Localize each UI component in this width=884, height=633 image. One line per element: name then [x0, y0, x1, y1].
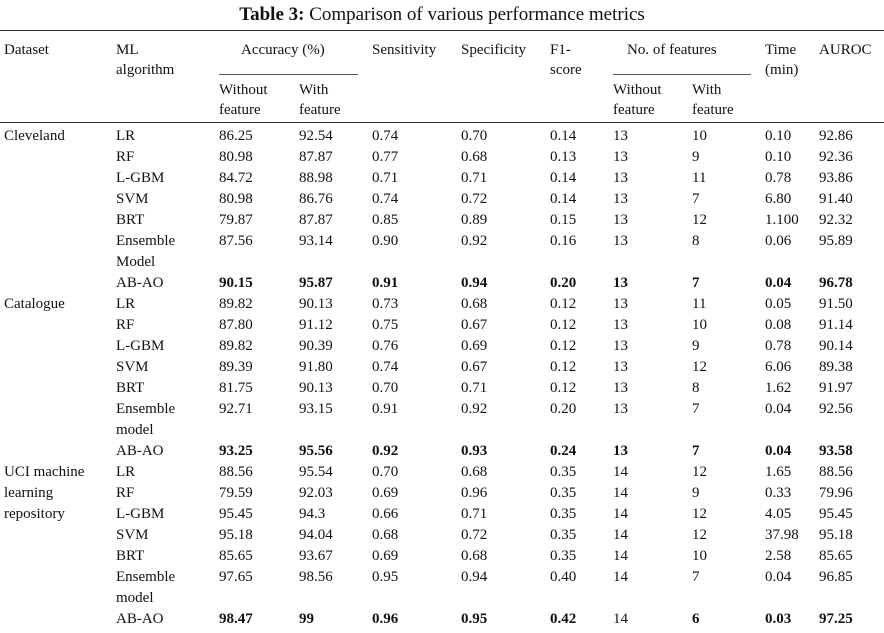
cell-accuracy-with: 90.13 — [299, 296, 333, 312]
cell-accuracy-with: 91.80 — [299, 359, 333, 375]
cell-f1-score: 0.35 — [550, 485, 577, 501]
cell-sensitivity: 0.70 — [372, 380, 399, 396]
cell-sensitivity: 0.74 — [372, 128, 399, 144]
cell-algorithm — [116, 210, 219, 231]
cell-time: 1.100 — [765, 212, 799, 228]
cell-features-without: 13 — [613, 443, 629, 459]
cell-features-without: 14 — [613, 569, 629, 585]
cell-sensitivity: 0.71 — [372, 170, 399, 186]
cell-sensitivity: 0.66 — [372, 506, 399, 522]
cell-accuracy-without: 84.72 — [219, 170, 253, 186]
cell-features-without: 13 — [613, 149, 629, 165]
cell-features-with: 7 — [692, 443, 700, 459]
cell-auroc: 95.45 — [819, 506, 853, 522]
header-auroc: AUROC — [819, 42, 872, 58]
cell-accuracy-without: 81.75 — [219, 380, 253, 396]
table-label: Table 3: — [239, 4, 305, 25]
cell-accuracy-without: 97.65 — [219, 569, 253, 585]
cell-algorithm — [116, 294, 219, 315]
cell-features-without: 13 — [613, 275, 629, 291]
table-body — [0, 123, 884, 631]
cell-features-with: 11 — [692, 296, 707, 312]
cell-algorithm — [116, 123, 219, 148]
cell-features-without: 14 — [613, 527, 629, 543]
table-row — [0, 462, 884, 483]
cell-specificity: 0.69 — [461, 338, 488, 354]
header-acc-with: With feature — [299, 82, 341, 118]
cell-time: 6.80 — [765, 191, 792, 207]
algorithm-label: model — [116, 422, 154, 438]
header-f1: F1- score — [550, 42, 582, 78]
cell-f1-score: 0.24 — [550, 443, 577, 459]
cell-accuracy-without: 89.82 — [219, 296, 253, 312]
cell-accuracy-without: 86.25 — [219, 128, 253, 144]
algorithm-label: BRT — [116, 380, 145, 396]
table-row — [0, 315, 884, 336]
cell-features-with: 7 — [692, 191, 700, 207]
cell-f1-score: 0.35 — [550, 548, 577, 564]
algorithm-label: BRT — [116, 548, 145, 564]
cell-accuracy-with: 99 — [299, 611, 314, 627]
cell-algorithm — [116, 483, 219, 504]
cell-time: 0.33 — [765, 485, 792, 501]
algorithm-label: AB-AO — [116, 275, 164, 291]
cell-f1-score: 0.12 — [550, 380, 577, 396]
table-row — [0, 147, 884, 168]
table-row — [0, 357, 884, 378]
cell-accuracy-with: 93.14 — [299, 233, 333, 249]
dataset-label: learning — [4, 485, 54, 501]
cell-algorithm — [116, 378, 219, 399]
cell-specificity: 0.72 — [461, 527, 488, 543]
cell-specificity: 0.71 — [461, 170, 488, 186]
cell-specificity: 0.68 — [461, 296, 488, 312]
cell-features-without: 13 — [613, 338, 629, 354]
cell-accuracy-with: 95.54 — [299, 464, 333, 480]
cell-auroc: 96.78 — [819, 275, 853, 291]
cell-features-with: 12 — [692, 527, 708, 543]
table-row — [0, 210, 884, 231]
cell-accuracy-with: 98.56 — [299, 569, 333, 585]
cell-time: 0.04 — [765, 443, 792, 459]
cell-features-with: 7 — [692, 275, 700, 291]
algorithm-label: L-GBM — [116, 506, 165, 522]
cell-features-without: 14 — [613, 611, 629, 627]
cell-features-with: 9 — [692, 149, 700, 165]
cell-specificity: 0.89 — [461, 212, 488, 228]
cell-accuracy-with: 92.54 — [299, 128, 333, 144]
cell-accuracy-with: 93.15 — [299, 401, 333, 417]
cell-algorithm — [116, 441, 219, 462]
algorithm-label: LR — [116, 128, 136, 144]
cell-features-with: 6 — [692, 611, 700, 627]
algorithm-label: AB-AO — [116, 611, 164, 627]
cell-f1-score: 0.35 — [550, 527, 577, 543]
cell-auroc: 92.32 — [819, 212, 853, 228]
cell-specificity: 0.70 — [461, 128, 488, 144]
cell-specificity: 0.93 — [461, 443, 488, 459]
dataset-label: Catalogue — [4, 296, 65, 312]
cell-algorithm — [116, 609, 219, 630]
cell-auroc: 95.89 — [819, 233, 853, 249]
cell-sensitivity: 0.75 — [372, 317, 399, 333]
cell-features-without: 13 — [613, 401, 629, 417]
cell-time: 0.04 — [765, 401, 792, 417]
table-container — [0, 30, 884, 630]
header-dataset: Dataset — [4, 42, 49, 58]
cell-accuracy-without: 95.45 — [219, 506, 253, 522]
cell-time: 2.58 — [765, 548, 792, 564]
algorithm-label: Ensemble — [116, 233, 176, 249]
cell-features-without: 14 — [613, 506, 629, 522]
cell-auroc: 85.65 — [819, 548, 853, 564]
cell-features-without: 13 — [613, 128, 629, 144]
cell-auroc: 90.14 — [819, 338, 853, 354]
cell-features-with: 11 — [692, 170, 707, 186]
cell-features-without: 14 — [613, 464, 629, 480]
cell-specificity: 0.71 — [461, 506, 488, 522]
cell-accuracy-with: 90.13 — [299, 380, 333, 396]
cell-specificity: 0.92 — [461, 233, 488, 249]
cell-features-with: 12 — [692, 359, 708, 375]
cell-features-with: 8 — [692, 233, 700, 249]
cell-accuracy-with: 88.98 — [299, 170, 333, 186]
cell-features-with: 12 — [692, 464, 708, 480]
header-acc-without: Without feature — [219, 82, 268, 118]
cell-specificity: 0.71 — [461, 380, 488, 396]
cell-features-with: 7 — [692, 401, 700, 417]
cell-f1-score: 0.35 — [550, 464, 577, 480]
cell-time: 0.05 — [765, 296, 792, 312]
table-row — [0, 273, 884, 294]
cell-auroc: 89.38 — [819, 359, 853, 375]
cell-features-without: 14 — [613, 548, 629, 564]
table-row — [0, 378, 884, 399]
header-feat-with: With feature — [692, 82, 734, 118]
cell-specificity: 0.68 — [461, 149, 488, 165]
cell-f1-score: 0.14 — [550, 191, 577, 207]
cell-time: 1.62 — [765, 380, 792, 396]
cell-features-with: 10 — [692, 548, 708, 564]
cell-algorithm — [116, 336, 219, 357]
header-row-1 — [0, 31, 884, 76]
header-algorithm: ML algorithm — [116, 42, 175, 78]
algorithm-label: SVM — [116, 191, 149, 207]
cell-features-with: 9 — [692, 485, 700, 501]
cell-accuracy-without: 90.15 — [219, 275, 253, 291]
table-caption: Comparison of various performance metrics — [309, 4, 645, 25]
cell-features-without: 13 — [613, 233, 629, 249]
cell-f1-score: 0.12 — [550, 338, 577, 354]
cell-dataset — [0, 462, 116, 630]
cell-dataset — [0, 123, 116, 295]
algorithm-label: RF — [116, 149, 135, 165]
cell-features-with: 8 — [692, 380, 700, 396]
cell-algorithm — [116, 189, 219, 210]
cell-algorithm — [116, 273, 219, 294]
cell-time: 6.06 — [765, 359, 792, 375]
table-row — [0, 525, 884, 546]
cell-specificity: 0.96 — [461, 485, 488, 501]
cell-auroc: 96.85 — [819, 569, 853, 585]
table-title — [0, 4, 884, 26]
cell-features-without: 14 — [613, 485, 629, 501]
cell-sensitivity: 0.90 — [372, 233, 399, 249]
cell-dataset — [0, 294, 116, 462]
algorithm-label: L-GBM — [116, 170, 165, 186]
algorithm-label: LR — [116, 464, 136, 480]
cell-accuracy-with: 87.87 — [299, 149, 333, 165]
cell-time: 0.10 — [765, 149, 792, 165]
header-sensitivity: Sensitivity — [372, 42, 437, 58]
cell-algorithm — [116, 525, 219, 546]
cell-accuracy-without: 80.98 — [219, 149, 253, 165]
cell-features-without: 13 — [613, 380, 629, 396]
cell-algorithm — [116, 357, 219, 378]
cell-time: 1.65 — [765, 464, 792, 480]
table-row — [0, 504, 884, 525]
table-row — [0, 609, 884, 630]
cell-f1-score: 0.12 — [550, 317, 577, 333]
table-row — [0, 399, 884, 441]
cell-specificity: 0.94 — [461, 275, 488, 291]
cell-features-without: 13 — [613, 170, 629, 186]
cell-features-without: 13 — [613, 317, 629, 333]
cell-accuracy-with: 94.04 — [299, 527, 333, 543]
header-accuracy: Accuracy (%) — [219, 31, 372, 76]
cell-accuracy-with: 95.87 — [299, 275, 333, 291]
cell-accuracy-without: 87.80 — [219, 317, 253, 333]
cell-accuracy-with: 86.76 — [299, 191, 333, 207]
cell-f1-score: 0.42 — [550, 611, 577, 627]
cell-sensitivity: 0.68 — [372, 527, 399, 543]
cell-accuracy-without: 79.87 — [219, 212, 253, 228]
header-specificity: Specificity — [461, 42, 526, 58]
cell-algorithm — [116, 567, 219, 609]
cell-accuracy-with: 87.87 — [299, 212, 333, 228]
cell-sensitivity: 0.69 — [372, 548, 399, 564]
cell-f1-score: 0.16 — [550, 233, 577, 249]
cell-features-with: 10 — [692, 128, 708, 144]
cell-f1-score: 0.15 — [550, 212, 577, 228]
cell-sensitivity: 0.69 — [372, 485, 399, 501]
cell-features-with: 7 — [692, 569, 700, 585]
table-row — [0, 441, 884, 462]
table-row — [0, 546, 884, 567]
cell-specificity: 0.92 — [461, 401, 488, 417]
cell-time: 0.78 — [765, 170, 792, 186]
cell-accuracy-without: 92.71 — [219, 401, 253, 417]
cell-time: 0.04 — [765, 275, 792, 291]
table-row — [0, 336, 884, 357]
algorithm-label: LR — [116, 296, 136, 312]
cell-sensitivity: 0.92 — [372, 443, 399, 459]
cell-time: 0.06 — [765, 233, 792, 249]
cell-time: 0.04 — [765, 569, 792, 585]
table-row — [0, 168, 884, 189]
cell-f1-score: 0.12 — [550, 359, 577, 375]
table-row — [0, 189, 884, 210]
cell-features-with: 12 — [692, 212, 708, 228]
cell-f1-score: 0.12 — [550, 296, 577, 312]
cell-auroc: 95.18 — [819, 527, 853, 543]
cell-auroc: 92.86 — [819, 128, 853, 144]
dataset-label: UCI machine — [4, 464, 85, 480]
algorithm-label: Ensemble — [116, 401, 176, 417]
table-row — [0, 123, 884, 148]
cell-accuracy-with: 91.12 — [299, 317, 333, 333]
cell-algorithm — [116, 546, 219, 567]
cell-specificity: 0.67 — [461, 317, 488, 333]
cell-algorithm — [116, 399, 219, 441]
cell-features-without: 13 — [613, 212, 629, 228]
dataset-label: Cleveland — [4, 128, 65, 144]
cell-time: 0.78 — [765, 338, 792, 354]
cell-auroc: 93.86 — [819, 170, 853, 186]
cell-sensitivity: 0.77 — [372, 149, 399, 165]
cell-auroc: 92.36 — [819, 149, 853, 165]
cell-auroc: 93.58 — [819, 443, 853, 459]
cell-auroc: 91.97 — [819, 380, 853, 396]
cell-specificity: 0.68 — [461, 548, 488, 564]
cell-accuracy-with: 95.56 — [299, 443, 333, 459]
cell-specificity: 0.67 — [461, 359, 488, 375]
cell-auroc: 88.56 — [819, 464, 853, 480]
cell-auroc: 92.56 — [819, 401, 853, 417]
cell-auroc: 79.96 — [819, 485, 853, 501]
cell-sensitivity: 0.96 — [372, 611, 399, 627]
cell-algorithm — [116, 168, 219, 189]
cell-sensitivity: 0.85 — [372, 212, 399, 228]
cell-specificity: 0.94 — [461, 569, 488, 585]
cell-sensitivity: 0.91 — [372, 275, 399, 291]
cell-algorithm — [116, 231, 219, 273]
cell-accuracy-without: 93.25 — [219, 443, 253, 459]
cell-accuracy-with: 92.03 — [299, 485, 333, 501]
table-row — [0, 294, 884, 315]
table-row — [0, 483, 884, 504]
cell-sensitivity: 0.76 — [372, 338, 399, 354]
cell-features-with: 10 — [692, 317, 708, 333]
cell-sensitivity: 0.74 — [372, 191, 399, 207]
algorithm-label: L-GBM — [116, 338, 165, 354]
cell-auroc: 91.50 — [819, 296, 853, 312]
cell-auroc: 91.14 — [819, 317, 853, 333]
algorithm-label: AB-AO — [116, 443, 164, 459]
cell-time: 37.98 — [765, 527, 799, 543]
cell-accuracy-without: 95.18 — [219, 527, 253, 543]
cell-features-without: 13 — [613, 191, 629, 207]
algorithm-label: SVM — [116, 359, 149, 375]
cell-sensitivity: 0.73 — [372, 296, 399, 312]
cell-features-without: 13 — [613, 359, 629, 375]
cell-algorithm — [116, 315, 219, 336]
cell-features-without: 13 — [613, 296, 629, 312]
cell-auroc: 91.40 — [819, 191, 853, 207]
cell-accuracy-without: 89.82 — [219, 338, 253, 354]
table-row — [0, 567, 884, 609]
cell-algorithm — [116, 462, 219, 483]
cell-f1-score: 0.35 — [550, 506, 577, 522]
cell-f1-score: 0.20 — [550, 401, 577, 417]
header-feat-without: Without feature — [613, 82, 662, 118]
algorithm-label: SVM — [116, 527, 149, 543]
cell-f1-score: 0.14 — [550, 170, 577, 186]
cell-accuracy-with: 90.39 — [299, 338, 333, 354]
cell-sensitivity: 0.91 — [372, 401, 399, 417]
cell-accuracy-without: 87.56 — [219, 233, 253, 249]
cell-f1-score: 0.40 — [550, 569, 577, 585]
cell-specificity: 0.95 — [461, 611, 488, 627]
cell-time: 0.03 — [765, 611, 792, 627]
metrics-table — [0, 30, 884, 630]
cell-specificity: 0.72 — [461, 191, 488, 207]
algorithm-label: RF — [116, 317, 135, 333]
cell-accuracy-without: 88.56 — [219, 464, 253, 480]
cell-algorithm — [116, 147, 219, 168]
cell-accuracy-with: 94.3 — [299, 506, 326, 522]
cell-f1-score: 0.13 — [550, 149, 577, 165]
cell-specificity: 0.68 — [461, 464, 488, 480]
cell-auroc: 97.25 — [819, 611, 853, 627]
cell-time: 0.08 — [765, 317, 792, 333]
cell-accuracy-without: 89.39 — [219, 359, 253, 375]
cell-sensitivity: 0.70 — [372, 464, 399, 480]
table-row — [0, 231, 884, 273]
cell-f1-score: 0.20 — [550, 275, 577, 291]
cell-features-with: 9 — [692, 338, 700, 354]
cell-accuracy-without: 85.65 — [219, 548, 253, 564]
cell-time: 4.05 — [765, 506, 792, 522]
algorithm-label: Ensemble — [116, 569, 176, 585]
algorithm-label: Model — [116, 254, 156, 270]
header-features: No. of features — [613, 31, 765, 76]
cell-time: 0.10 — [765, 128, 792, 144]
cell-accuracy-without: 98.47 — [219, 611, 253, 627]
cell-f1-score: 0.14 — [550, 128, 577, 144]
cell-accuracy-without: 80.98 — [219, 191, 253, 207]
algorithm-label: RF — [116, 485, 135, 501]
cell-accuracy-with: 93.67 — [299, 548, 333, 564]
cell-features-with: 12 — [692, 506, 708, 522]
cell-algorithm — [116, 504, 219, 525]
algorithm-label: BRT — [116, 212, 145, 228]
header-time: Time (min) — [765, 42, 799, 78]
algorithm-label: model — [116, 590, 154, 606]
cell-accuracy-without: 79.59 — [219, 485, 253, 501]
cell-sensitivity: 0.95 — [372, 569, 399, 585]
cell-sensitivity: 0.74 — [372, 359, 399, 375]
dataset-label: repository — [4, 506, 65, 522]
